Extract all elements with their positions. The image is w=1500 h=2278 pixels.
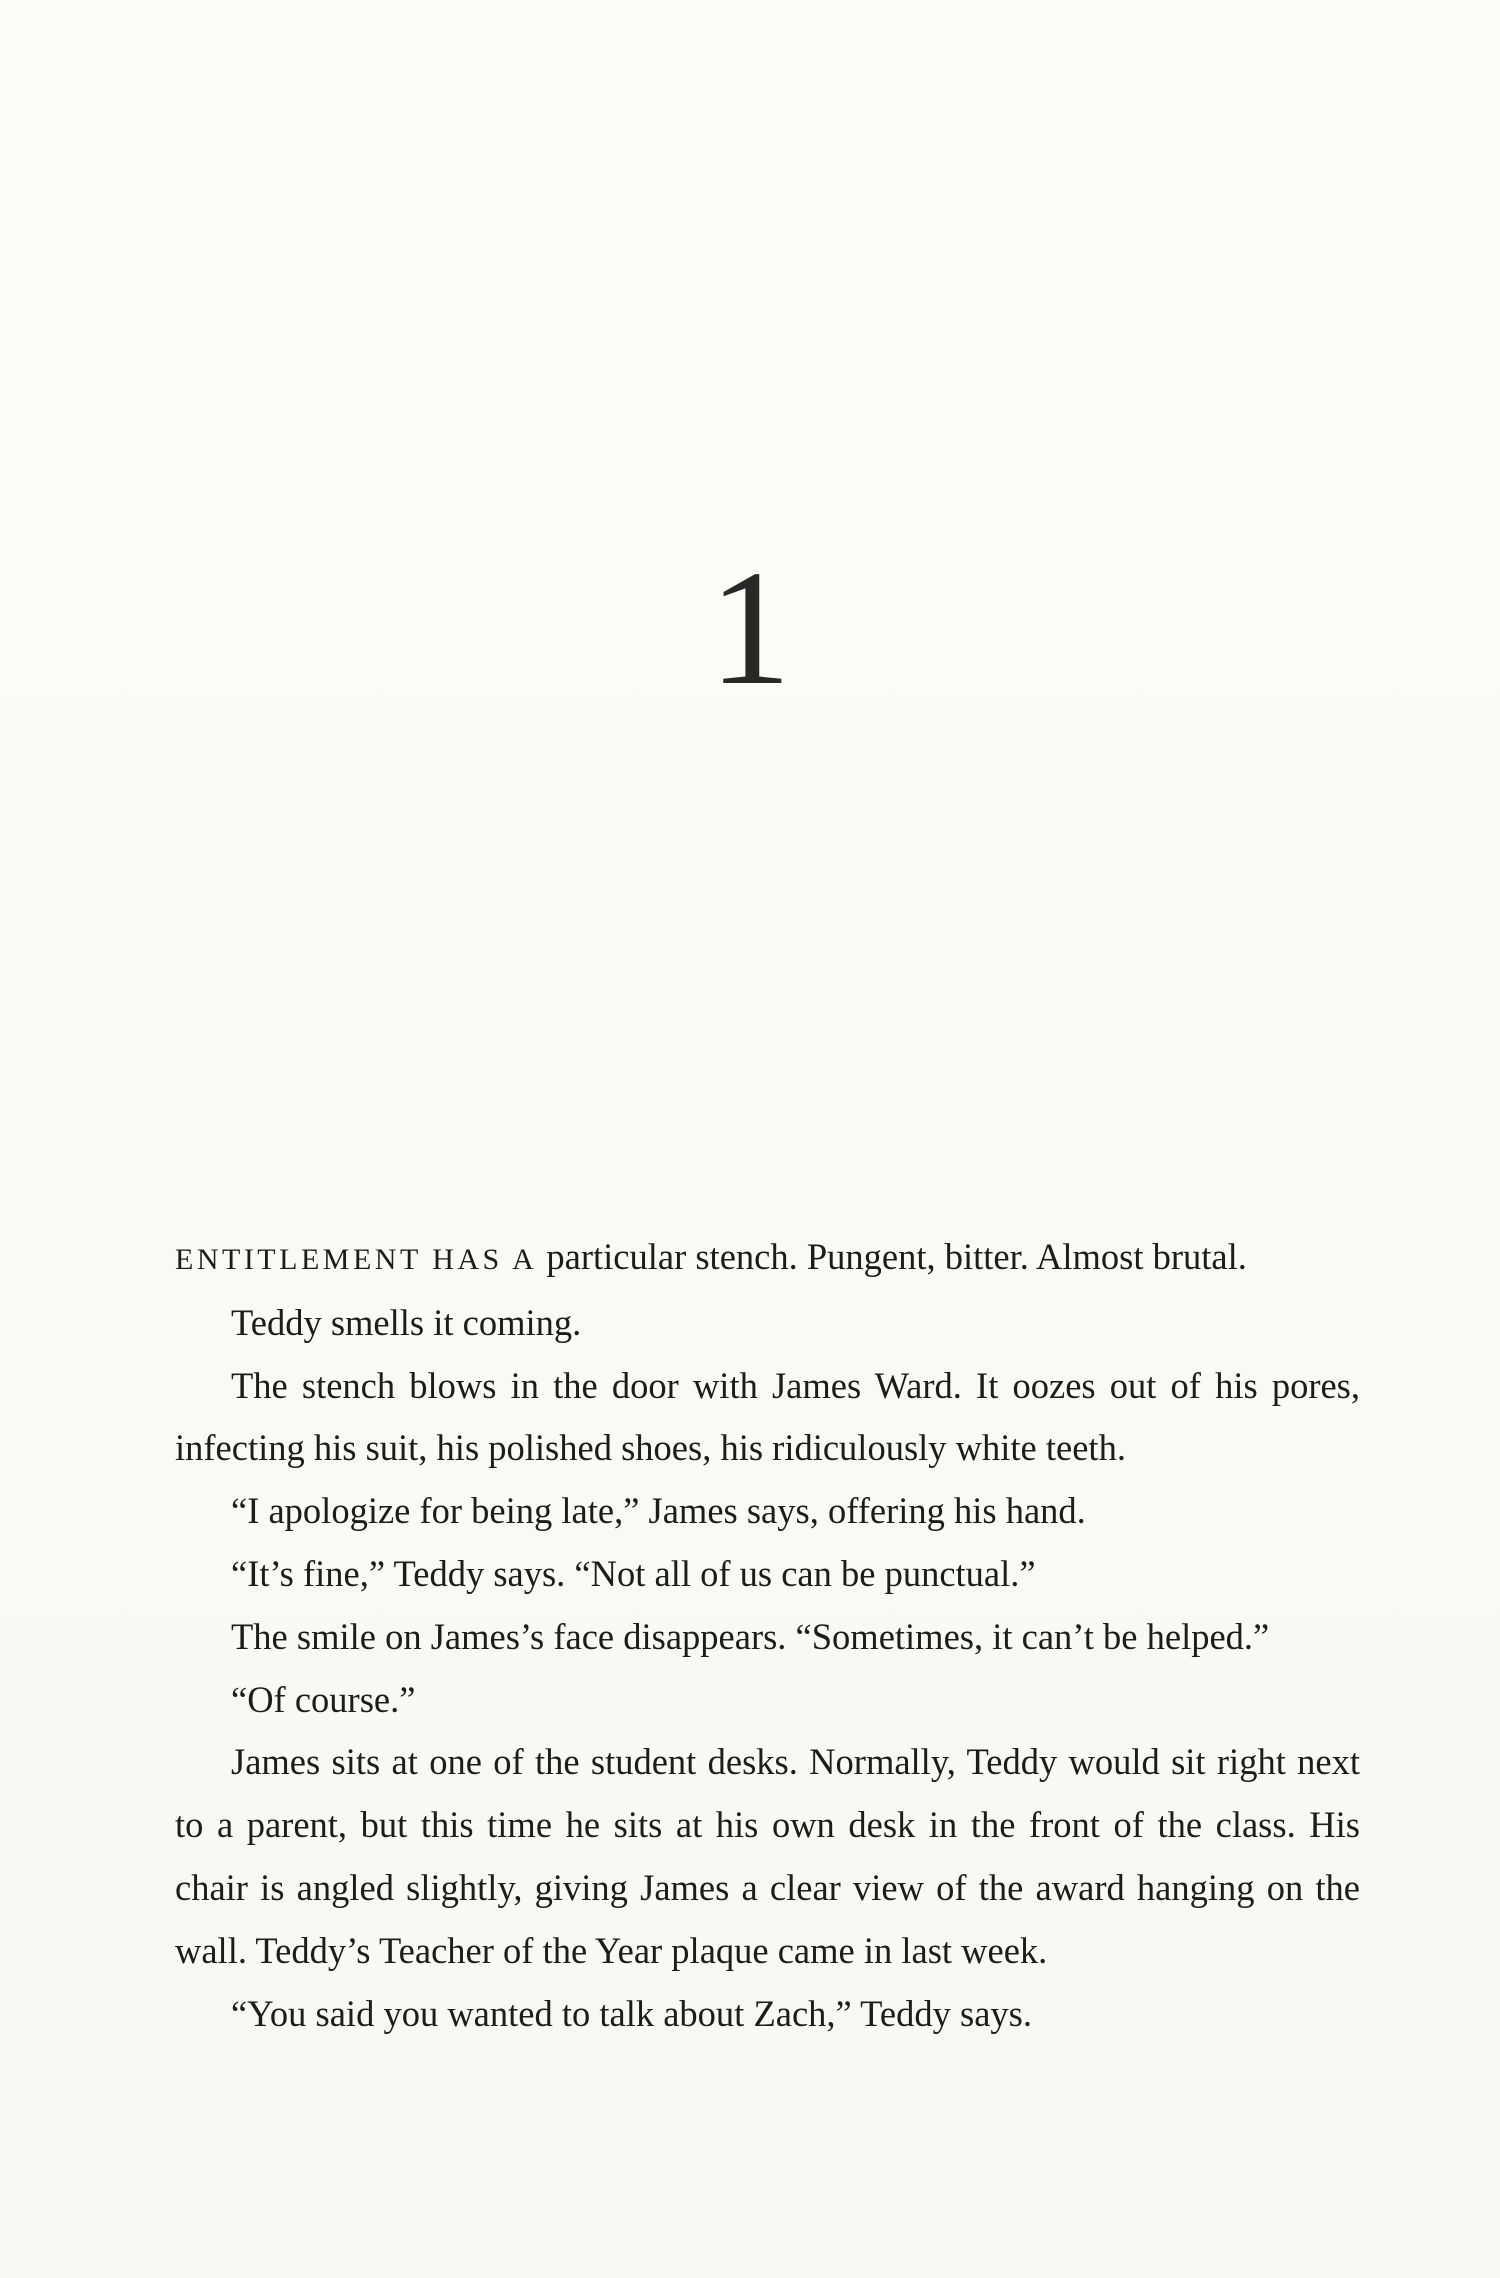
opening-rest: particular stench. Pungent, bitter. Almost brutal. xyxy=(537,1236,1247,1277)
paragraph: Teddy smells it coming. xyxy=(231,1301,582,1343)
paragraph: “You said you wanted to talk about Zach,” Teddy says. xyxy=(231,1992,1032,2034)
paragraph: “I apologize for being late,” James says, offering his hand. xyxy=(231,1490,1086,1532)
paragraph: “It’s fine,” Teddy says. “Not all of us can be punctual.” xyxy=(231,1552,1036,1594)
opening-smallcaps: ENTITLEMENT HAS A xyxy=(175,1243,538,1276)
chapter-number: 1 xyxy=(708,536,792,719)
opening-paragraph xyxy=(175,1226,1360,1292)
paragraph: James sits at one of the student desks. Normally, Teddy would sit right next to a parent, but this time he sits at his own desk in the front of the class. His chair is angled slightly, giving James a clear view of the award hanging on the wall. Teddy’s Teacher of the Year plaque came in last week. xyxy=(175,1741,1360,1971)
paragraph: The stench blows in the door with James Ward. It oozes out of his pores, infecting his suit, his polished shoes, his ridiculously white teeth. xyxy=(175,1364,1360,1469)
chapter-body xyxy=(175,1226,1360,2045)
paragraph: “Of course.” xyxy=(231,1678,416,1720)
paragraph: The smile on James’s face disappears. “Sometimes, it can’t be helped.” xyxy=(231,1615,1270,1657)
